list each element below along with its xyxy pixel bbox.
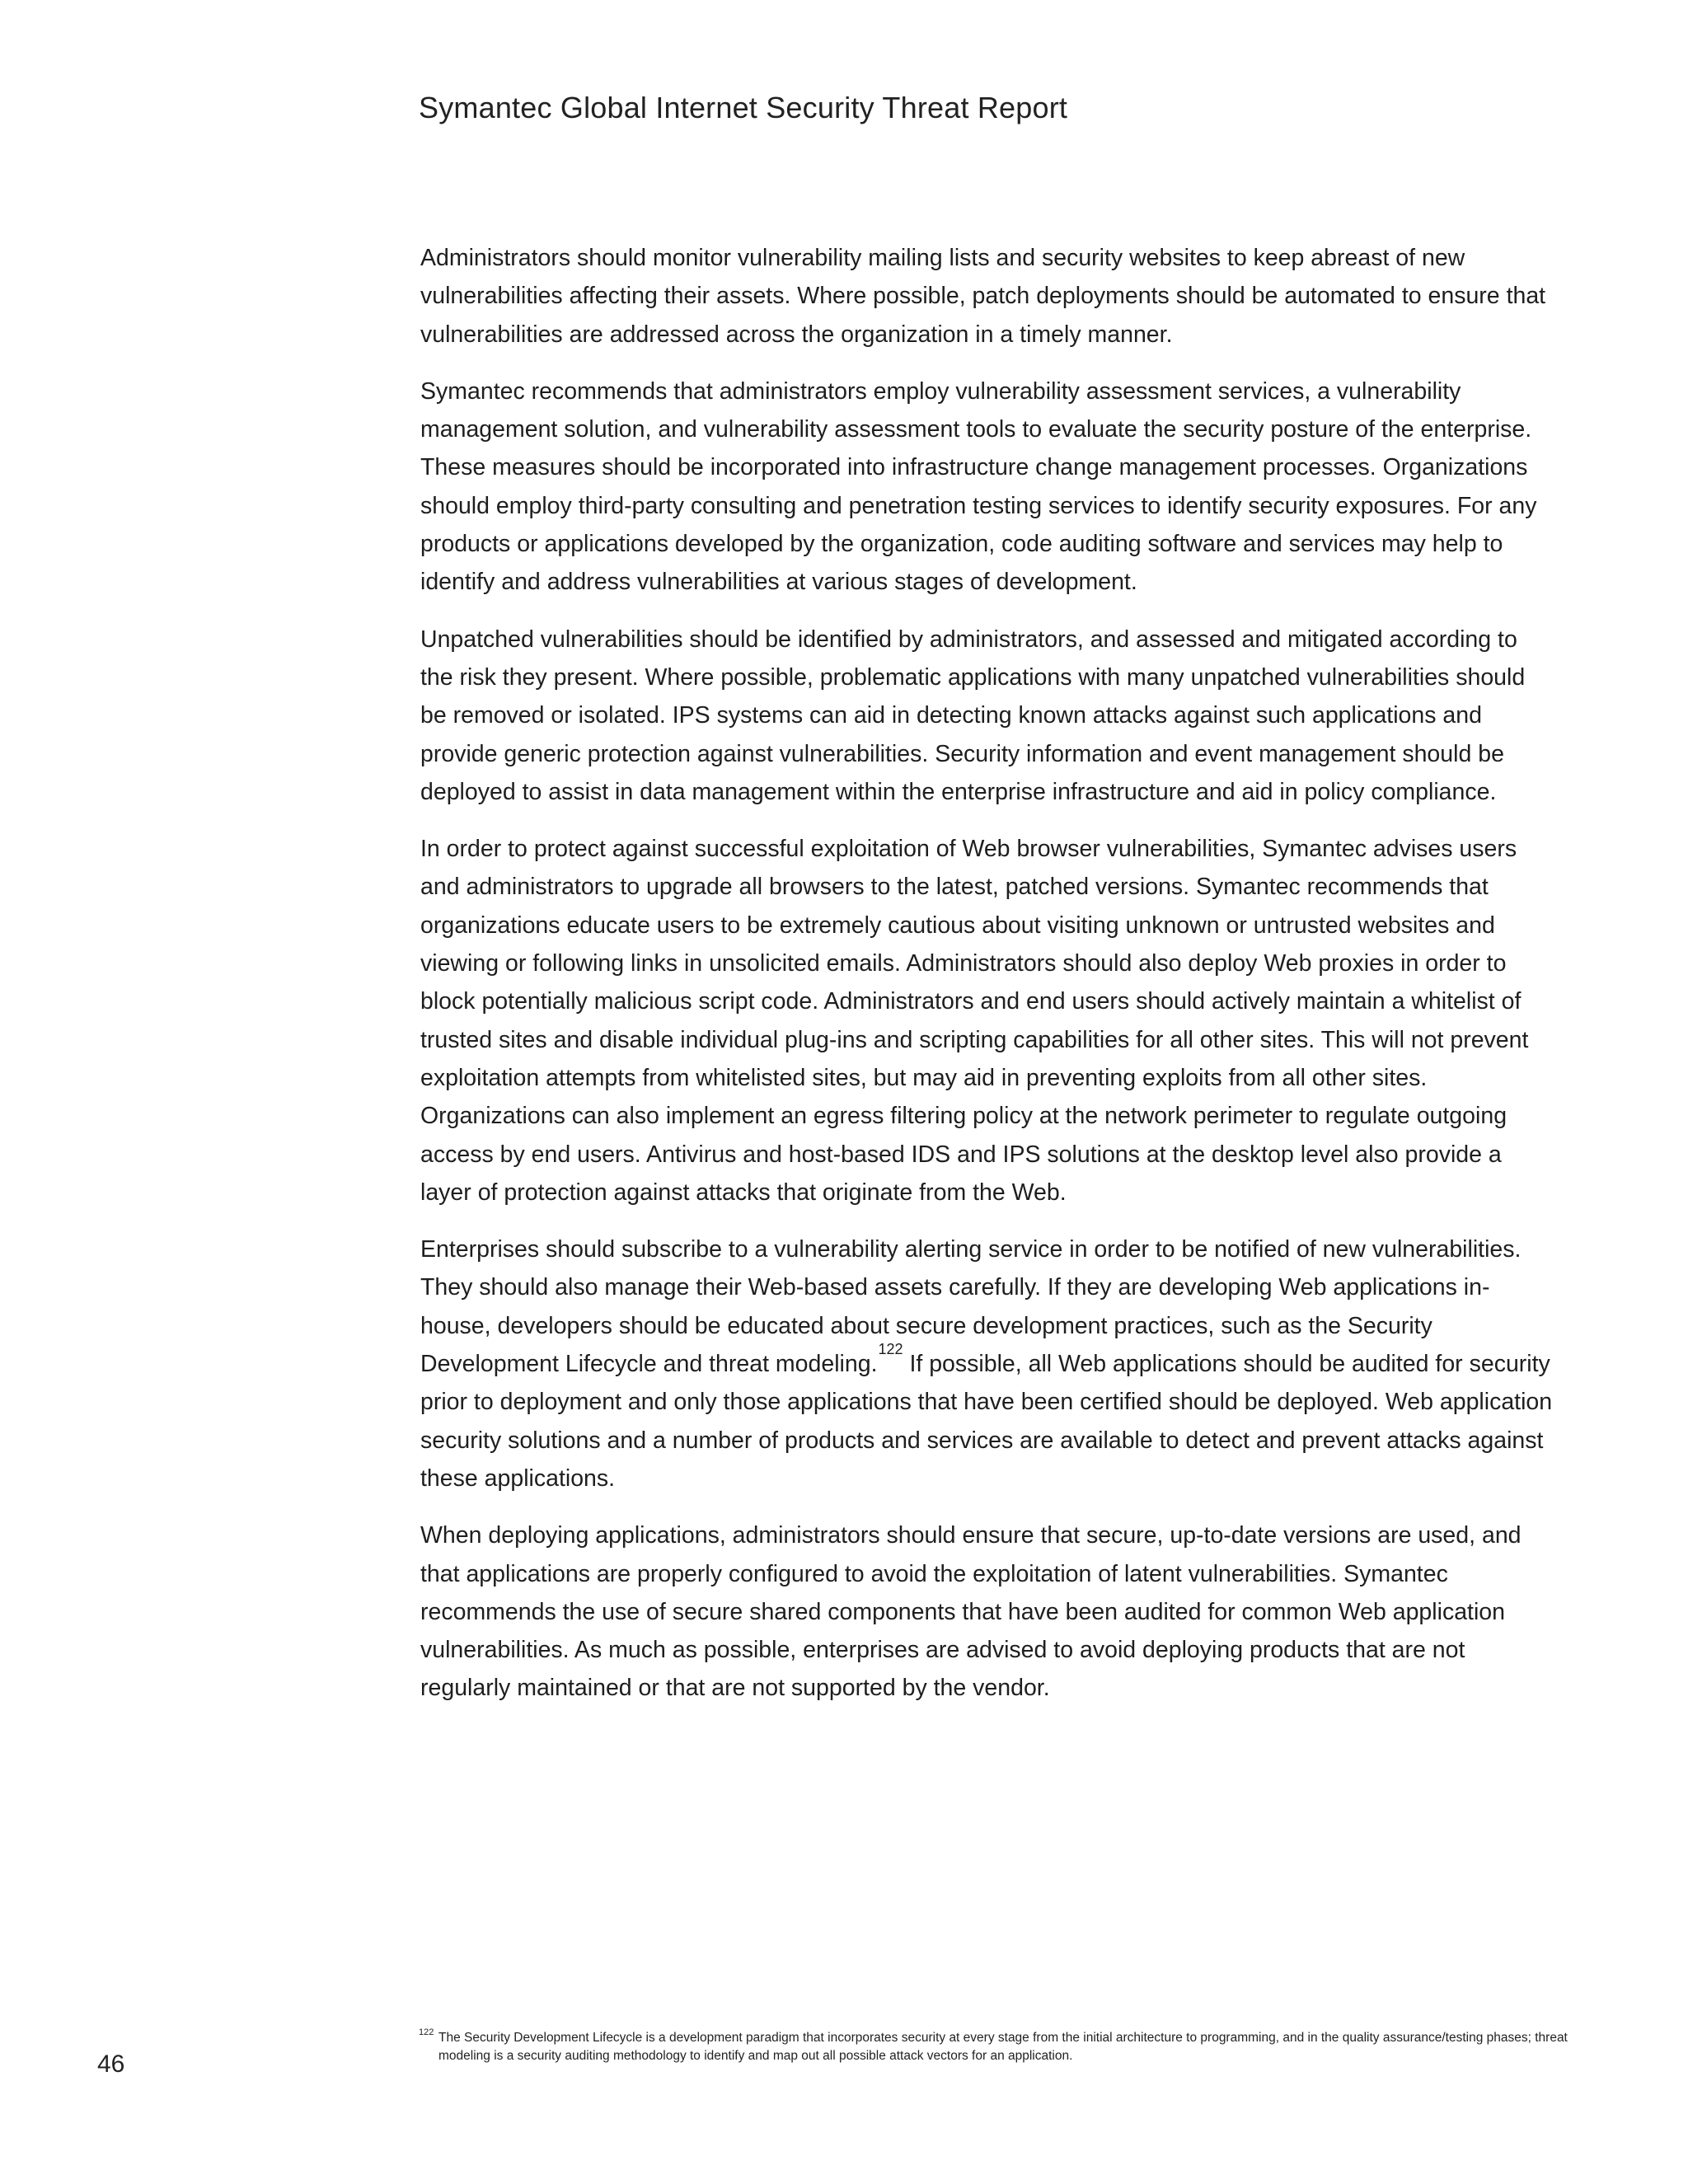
- paragraph-4: In order to protect against successful exploitation of Web browser vulnerabilities, Symantec advises users and administrators to upgrade all browsers to the latest, patched versions. Symantec recommends that organizations educate users to be extremely cautious about visiting unknown or untrusted websites and viewing or following links in unsolicited emails. Administrators should also deploy Web proxies in order to block potentially malicious script code. Administrators and end users should actively maintain a whitelist of trusted sites and disable individual plug-ins and scripting capabilities for all other sites. This will not prevent exploitation attempts from whitelisted sites, but may aid in preventing exploits from all other sites. Organizations can also implement an egress filtering policy at the network perimeter to regulate outgoing access by end users. Antivirus and host-based IDS and IPS solutions at the desktop level also provide a layer of protection against attacks that originate from the Web.: [420, 836, 1529, 1206]
- report-title: Symantec Global Internet Security Threat Report: [419, 91, 1068, 124]
- paragraph-1: Administrators should monitor vulnerability mailing lists and security websites to keep abreast of new vulnerabilities affecting their assets. Where possible, patch deployments should be automated to ensure that vulnerabilities are addressed across the organization in a timely manner.: [420, 245, 1546, 348]
- footnote-text: The Security Development Lifecycle is a development paradigm that incorporates security at every stage from the initial architecture to programming, and in the quality assurance/testing phases; threat modeling is a security auditing methodology to identify and map out all possible attack vectors for an application.: [438, 2031, 1568, 2063]
- paragraph-5-text-a: Enterprises should subscribe to a vulnerability alerting service in order to be notified of new vulnerabilities. They should also manage their Web-based assets carefully. If they are developing Web applications in-house, developers should be educated about secure development practices, such as the Security Development Lifecycle and threat modeling.: [420, 1236, 1522, 1378]
- paragraph-2: Symantec recommends that administrators employ vulnerability assessment services, a vulnerability management solution, and vulnerability assessment tools to evaluate the security posture of the enterprise. These measures should be incorporated into infrastructure change management processes. Organizations should employ third-party consulting and penetration testing services to identify security exposures. For any products or applications developed by the organization, code auditing software and services may help to identify and address vulnerabilities at various stages of development.: [420, 377, 1537, 596]
- footnote-reference[interactable]: 122: [878, 1340, 903, 1357]
- paragraph-5: [420, 1230, 1554, 1497]
- paragraph-5-text-b: If possible, all Web applications should be audited for security prior to deployment and only those applications that have been certified should be deployed. Web application security solutions and a number of products and services are available to detect and prevent attacks against these applications.: [420, 1351, 1553, 1492]
- footnote: [419, 2029, 1573, 2065]
- page-number: 46: [97, 2050, 125, 2078]
- paragraph-3: Unpatched vulnerabilities should be identified by administrators, and assessed and mitigated according to the risk they present. Where possible, problematic applications with many unpatched vulnerabilities should be removed or isolated. IPS systems can aid in detecting known attacks against such applications and provide generic protection against vulnerabilities. Security information and event management should be deployed to assist in data management within the enterprise infrastructure and aid in policy compliance.: [420, 626, 1526, 805]
- footnote-number: 122: [419, 2027, 434, 2037]
- paragraph-6: When deploying applications, administrators should ensure that secure, up-to-date versions are used, and that applications are properly configured to avoid the exploitation of latent vulnerabilities. Symantec recommends the use of secure shared components that have been audited for common Web application vulnerabilities. As much as possible, enterprises are advised to avoid deploying products that are not regularly maintained or that are not supported by the vendor.: [420, 1522, 1522, 1702]
- main-body: [420, 239, 1554, 1727]
